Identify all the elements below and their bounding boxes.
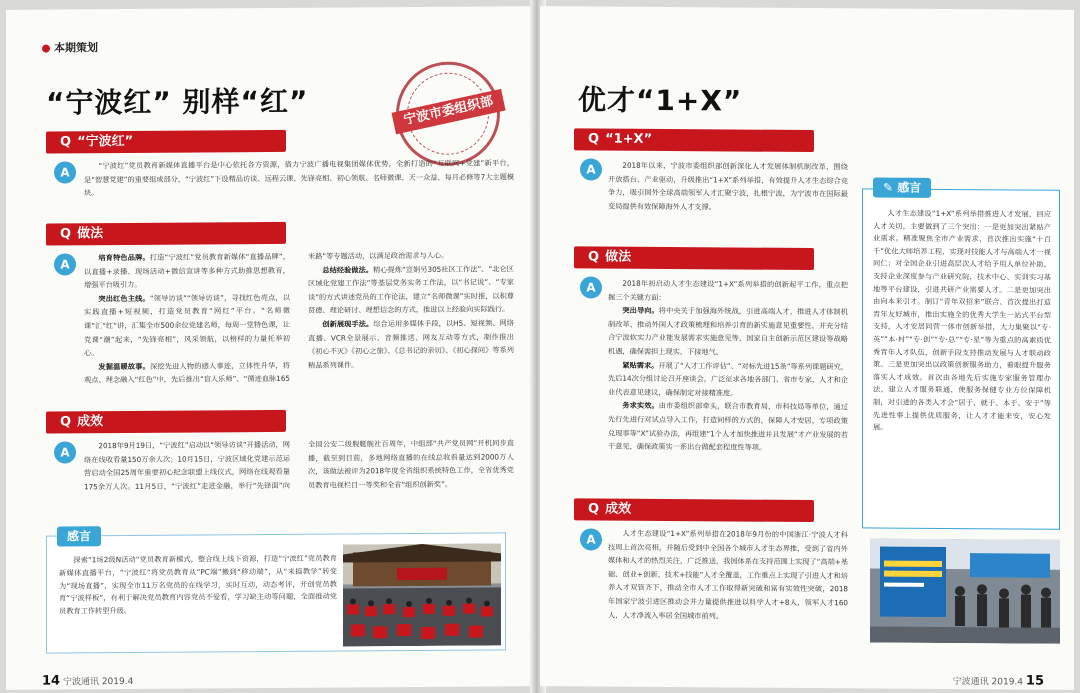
insight-paragraph: 人才生态建设“1+X”系列举措推进人才发展，回应人才关切，主要做到了三个突出：一是更加突出紧贴产业需求。精准聚焦全市产业需求，首次推出实施“十百千”优化大师培养工程，实现对技能人才与高端人才一视同仁；对全国企业引进高层次人才给予用人单位补助，支持企业深度参与产业研究院，技术中心、实训实习基地等平台建设，引进共研产业需要人才。二是更加突出由向本来引才。制订“青年双招来”联合、首次提出打造青年友好城市，推出实施全的优秀大学生一站式平台型支持，人才安居同营一体市创新举措，大力集聚以“专·英”“本·村”“专·创”“专·总”“专·星”等为重点的高素质优秀青年人才队伍，创新手段支持推动发展与人才联动政策。三是更加突出以政策创新服务助力，着眼提升服务落实人才成效。首次由各地先后实施专家服务管理办法，建立人才服务联通，使服务保健专业方位保障机制，对引进的各类人才会“居于，就于、本于、安于”等先进性事上提供优质服务，让人才才能来安，安心发展。	[873, 208, 1051, 432]
insight-tag-label: 感言	[67, 529, 92, 544]
q-glyph: Q	[588, 501, 600, 517]
magazine-issue: 宁波通讯 2019.4	[952, 677, 1024, 688]
result-paragraph	[84, 436, 514, 519]
method-item	[608, 399, 848, 455]
q-bar-method	[574, 246, 814, 270]
a-badge-icon: A	[54, 253, 76, 275]
method-item	[84, 250, 290, 292]
a-badge-icon: A	[54, 161, 76, 183]
method-text: 综合运用多媒体手段，以H5、短视频、网络直播、VCR全景展示、音频推送、网友互动等方式，制作推出《初心不灭》《初心之旅》、《总书记的亲切》、《初心探问》等系列精品系列课件。	[308, 318, 514, 370]
method-item	[308, 262, 514, 318]
section-tag-label: 本期策划	[54, 41, 98, 55]
intro-text: 2018年以来，宁波市委组织部创新深化人才发展体制机制改革，围绕开放搭台、产业驱动，升级推出“1+X”系列举措，有效提升人才生态综合竞争力，吸引国外全球高端领军人才汇聚宁波，扎根宁波，为宁波市在国际最变局提供有效保障海外人才支撑。	[608, 160, 848, 212]
q-bar-result	[574, 498, 814, 522]
q-bar-1x	[574, 128, 814, 152]
right-title: 优才“1+X”	[578, 83, 743, 118]
a-badge-icon: A	[54, 441, 76, 463]
q-bar-intro	[46, 130, 286, 154]
method-item	[608, 277, 848, 306]
method-text: 2018年初启动人才生态建设“1+X”系列举措的创新起平工作，重点把握三个关键方面：	[608, 278, 848, 302]
method-item	[608, 304, 848, 360]
q-glyph: Q	[588, 249, 600, 265]
page-footer-right	[953, 673, 1044, 689]
q-bar-result	[46, 410, 286, 434]
ceremony-photo-art	[343, 543, 501, 646]
a-badge-icon: A	[580, 276, 602, 298]
ceremony-photo	[343, 543, 501, 646]
intro-text: “宁波红”党员教育新媒体直播平台是中心依托各方资源，借力宁波广播电视集团媒体优势，全新打造的“互联网+党建”新平台，是“智慧党建”的重要组成部分，“宁波红”下设精品访谈、远程云课、先锋亮相、初心领航、名师微课、天一众益、每月必修等7大主题模块。	[84, 158, 514, 198]
q-glyph: Q	[588, 131, 600, 147]
result-paragraph	[608, 527, 848, 624]
bullet-icon	[42, 45, 50, 53]
insight-paragraph: 探索“1场2级N活动”党员教育新模式，整合线上线下资源，打造“宁波红”党员教育新媒体直播平台，“宁波红”将党员教育从“PC端”搬到“移动端”，从“来搞教学”转变为“现场直播”，实现全市11万名党员的在线学习，实时互动，动态考评，开创党员教育“宁波样板”，有利于解决党员教育内容党员不爱看，学习缺主动等问题，全面推动党员教育工作转型升级。	[59, 553, 337, 616]
method-item	[308, 316, 514, 372]
method-text: 打造“宁波红”党员教育新媒体“直播品牌”，以直播+录播、现场活动+微信宣讲等多种方式助推思想教育，增强平台吸引力。	[84, 251, 290, 290]
left-page	[6, 6, 536, 690]
method-text: 深挖先进人物的感人事迹，立体性升华，将观点、理念融入“红色”中，先后推出“盲人乐师”、“循迹血脉165米路”等专题活动，以满足政治需求与人心。	[84, 250, 449, 385]
method-lead: 总结经验做法。	[322, 264, 374, 275]
q-bar-label: “宁波红”	[77, 133, 134, 150]
intro-paragraph	[608, 159, 848, 215]
q-bar-label: 成效	[77, 414, 104, 430]
method-paragraphs	[608, 277, 848, 455]
method-lead: 培育特色品牌。	[98, 252, 150, 263]
page-number: 14	[42, 673, 61, 689]
q-bar-label: 成效	[605, 501, 632, 517]
insight-box	[862, 180, 1060, 529]
insight-tag	[873, 177, 931, 197]
method-lead: 创新展现手法。	[322, 319, 374, 329]
method-item	[608, 358, 848, 400]
method-text: 将中央关于加强海外统战，引进高端人才，推进人才体制机制改革，推动外国人才政策梳理和培养引育的新实施意见重要性，并充分结合宁波软实力产业能发展需求实施意见等，国家自主创新示范区建设等战略机遇，确保需担上现实，下接地气。	[608, 306, 848, 357]
method-paragraphs	[84, 248, 514, 401]
q-glyph: Q	[60, 414, 72, 430]
magazine-issue: 宁波通讯 2019.4	[62, 676, 134, 688]
q-bar-method	[46, 222, 286, 246]
q-glyph: Q	[60, 226, 72, 242]
method-lead: 突出红色主线。	[98, 293, 150, 303]
page-footer-left	[42, 673, 133, 689]
insight-tag	[57, 526, 101, 546]
method-lead: 务求实效。	[622, 401, 659, 411]
method-lead: 突出导向。	[622, 305, 659, 316]
method-lead: 紧贴需求。	[622, 360, 659, 370]
left-title: “宁波红” 别样“红”	[46, 84, 309, 120]
method-text: 由市委组织部牵头，联合市教育局，市科技局等单位，通过先行先进行对试点导入工作，打造同样的方式的，保障人才安居，专项政策兑现事等“X”试验办法，再组建“1个人才加快推进并且发展”才产业发展的若干意见，确保政策实一系出台做配套程度性等项。	[608, 401, 848, 452]
q-bar-label: 做法	[605, 249, 632, 265]
insight-text	[59, 553, 337, 619]
seal-text: 宁波市委组织部	[391, 89, 505, 135]
job-fair-photo-art	[870, 538, 1060, 643]
right-page	[540, 6, 1074, 690]
page-number: 15	[1025, 673, 1044, 689]
insight-tag-label: 感言	[897, 180, 922, 195]
job-fair-photo	[870, 538, 1060, 643]
q-bar-label: 做法	[77, 226, 104, 242]
insight-box	[46, 529, 506, 653]
a-badge-icon: A	[580, 528, 602, 550]
insight-text	[873, 207, 1051, 435]
section-tag	[42, 39, 98, 55]
q-glyph: Q	[60, 134, 72, 150]
method-text: 开展了“人才工作评估”、“对标先进15条”等系列课题研究，先后14次分组讨论召开座谈会，广泛征求各地各部门、省市专家，人才和企业代表意见建议，确保制定对接精准度。	[608, 360, 848, 398]
chat-icon: ✎	[883, 180, 898, 195]
result-text: 人才生态建设“1+X”系列举措在2018年9月份的中国浙江·宁波人才科技周上首次亮相，并随后受到中全国各个城市人才生态界推，受到了省内外媒体和人才的热烈关注，广泛推送，我国体系在支持范围上实现了“高端+基础、创业+创新、技术+技能”人才全覆盖，工作重点上实现了引进人才和培养人才双管齐下，推动全市人才工作取得新突破和富有实效性突破，2018年国家宁波引进区推动会并力量提供推进以科学人才+8人，领军人才160人，人才净流入率居全国城市前列。	[608, 528, 848, 620]
a-badge-icon: A	[580, 158, 602, 180]
intro-paragraph	[84, 156, 514, 200]
result-text: 2018年9月19日，“宁波红”启动以“领导访谈”开播活动，网络在线收看量150万余人次；10月15日，宁波区域化党建示范运营启动全国25周年重要初心纪念联盟上线仪式，网络在线观看量175余万人次。11月5日，“宁波红”走进金融，举行“先锋面”向全国公安二级舰艇舰社百周年，中组部“共产党员网”开机同步直播，截至到目前，多地网络直播的在线总收看量达到2000万人次，该做法被评为2018年度全省组织系统特色工作，全省优秀党员教育电视栏目一等奖和全省“组织创新奖”。	[84, 438, 514, 492]
method-item	[84, 291, 290, 360]
method-text: 精心提炼“宣娟另305社区工作法”、“北仑区区域化党建工作法”等基层党务实务工作法，以“书记说”、“专家谈”的方式讲述党员的工作论法，建立“名师微课”实时推，以积尊贤德、理论研讨、理想信念的方式，推进以上经验向实际践行。	[308, 263, 514, 316]
method-text: “领导访谈”“领导访谈”，寻找红色亮点，以实践直播+短视频，打造党员教育“网红”平台。“名师微课”汇“红”讲，汇集全市500余位党建名师，每周一堂特色课，让党课“潮”起来，“先锋亮相”，风采领航，以榜样的力量托举初心。	[84, 292, 290, 358]
q-bar-label: “1+X”	[605, 131, 653, 147]
method-lead: 发掘温暖故事。	[98, 361, 151, 371]
